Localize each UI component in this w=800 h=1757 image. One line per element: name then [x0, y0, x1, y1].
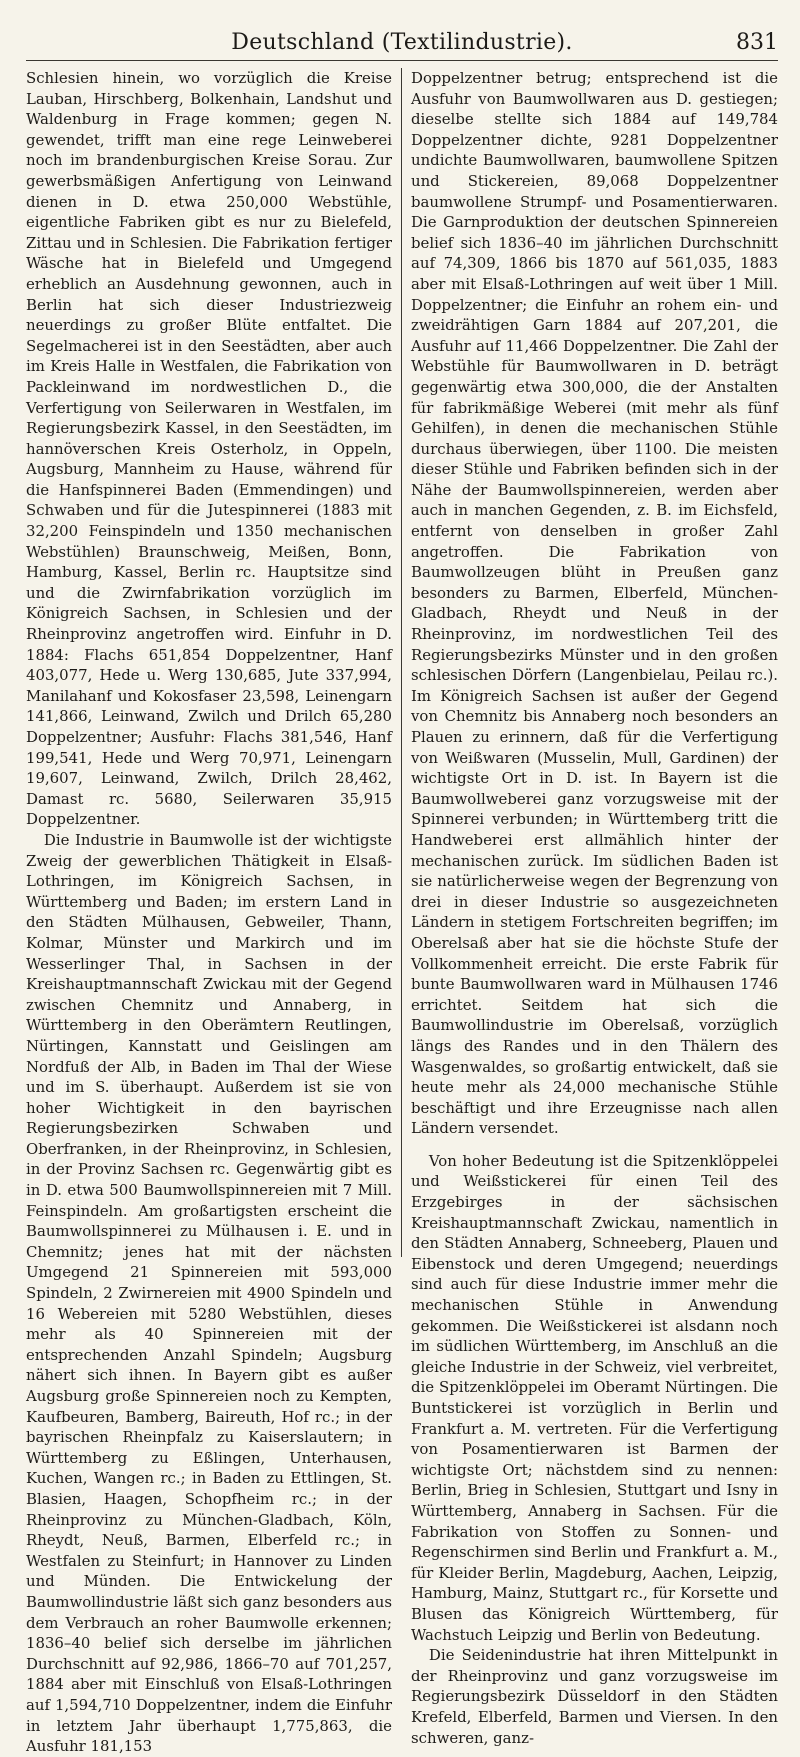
paragraph-linen-industry: Schlesien hinein, wo vorzüglich die Kreise Lauban, Hirschberg, Bolkenhain, Landshut und Waldenburg in Frage kommen; gegen N. gewendet, trifft man eine rege Leinweberei noch im brandenburgischen Kreise Sorau. Zur gewerbsmäßigen Anfertigung von Leinwand dienen in D. etwa 250,000 Webstühle, eigentliche Fabriken gibt es nur zu Bielefeld, Zittau und in Schlesien. Die Fabrikation fertiger Wäsche hat in Bielefeld und Umgegend erheblich an Ausdehnung gewonnen, auch in Berlin hat sich dieser Industriezweig neuerdings zu großer Blüte entfaltet. Die Segelmacherei ist in den Seestädten, aber auch im Kreis Halle in Westfalen, die Fabrikation von Packleinwand im nordwestlichen D., die Verfertigung von Seilerwaren in Westfalen, im Regierungsbezirk Kassel, in den Seestädten, im hannöverschen Kreis Osterholz, in Oppeln, Augsburg, Mannheim zu Hause, während für die Hanfspinnerei Baden (Emmendingen) und Schwaben und für die Jutespinnerei (1883 mit 32,200 Feinspindeln und 1350 mechanischen Webstühlen) Braunschweig, Meißen, Bonn, Hamburg, Kassel, Berlin rc. Hauptsitze sind und die Zwirnfabrikation vorzüglich im Königreich Sachsen, in Schlesien und der Rheinprovinz angetroffen wird. Einfuhr in D. 1884: Flachs 651,854 Doppelzentner, Hanf 403,077, Hede u. Werg 130,685, Jute 337,994, Manilahanf und Kokosfaser 23,598, Leinengarn 141,866, Leinwand, Zwilch und Drilch 65,280 Doppelzentner; Ausfuhr: Flachs 381,546, Hanf 199,541, Hede und Werg 70,971, Leinengarn 19,607, Leinwand, Zwilch, Drilch 28,462, Damast rc. 5680, Seilerwaren 35,915 Doppelzentner.	[26, 69, 392, 829]
text-columns	[26, 68, 778, 1756]
running-header	[26, 26, 778, 61]
running-title: Deutschland (Textilindustrie).	[231, 30, 573, 55]
paragraph-silk-industry: Die Seidenindustrie hat ihren Mittelpunkt in der Rheinprovinz und ganz vorzugsweise im Regierungsbezirk Düsseldorf in den Städten Krefeld, Elberfeld, Barmen und Viersen. In den schweren, ganz-	[411, 1646, 778, 1747]
right-column	[402, 68, 778, 1747]
left-column	[26, 68, 402, 1756]
paragraph-cotton-export: Doppelzentner betrug; entsprechend ist die Ausfuhr von Baumwollwaren aus D. gestiegen; dieselbe stellte sich 1884 auf 149,784 Doppelzentner dichte, 9281 Doppelzentner undichte Baumwollwaren, baumwollene Spitzen und Stickereien, 89,068 Doppelzentner baumwollene Strumpf- und Posamentierwaren. Die Garnproduktion der deutschen Spinnereien belief sich 1836–40 im jährlichen Durchschnitt auf 74,309, 1866 bis 1870 auf 561,035, 1883 aber mit Elsaß-Lothringen auf weit über 1 Mill. Doppelzentner; die Einfuhr an rohem ein- und zweidrähtigen Garn 1884 auf 207,201, die Ausfuhr auf 11,466 Doppelzentner. Die Zahl der Webstühle für Baumwollwaren in D. beträgt gegenwärtig etwa 300,000, die der Anstalten für fabrikmäßige Weberei (mit mehr als fünf Gehilfen), in denen die mechanischen Stühle durchaus überwiegen, über 1100. Die meisten dieser Stühle und Fabriken befinden sich in der Nähe der Baumwollspinnereien, werden aber auch in manchen Gegenden, z. B. im Eichsfeld, entfernt von denselben in großer Zahl angetroffen. Die Fabrikation von Baumwollzeugen blüht in Preußen ganz besonders zu Barmen, Elberfeld, München-Gladbach, Rheydt und Neuß in der Rheinprovinz, im nordwestlichen Teil des Regierungsbezirks Münster und in den großen schlesischen Dörfern (Langenbielau, Peilau rc.). Im Königreich Sachsen ist außer der Gegend von Chemnitz bis Annaberg noch besonders an Plauen zu erinnern, daß für die Verfertigung von Weißwaren (Musselin, Mull, Gardinen) der wichtigste Ort in D. ist. In Bayern ist die Baumwollweberei ganz vorzugsweise mit der Spinnerei verbunden; in Württemberg tritt die Handweberei erst allmählich hinter der mechanischen zurück. Im südlichen Baden ist sie natürlicherweise wegen der Begrenzung von drei in dieser Industrie so ausgezeichneten Ländern in stetigem Fortschreiten begriffen; im Oberelsaß aber hat sie die höchste Stufe der Vollkommenheit erreicht. Die erste Fabrik für bunte Baumwollwaren ward in Mülhausen 1746 errichtet. Seitdem hat sich die Baumwollindustrie im Oberelsaß, vorzüglich längs des Randes und in den Thälern des Wasgenwaldes, so großartig entwickelt, daß sie heute mehr als 24,000 mechanische Stühle beschäftigt und ihre Erzeugnisse nach allen Ländern versendet.	[411, 69, 778, 1138]
page-number: 831	[736, 30, 778, 55]
paragraph-lace-embroidery: Von hoher Bedeutung ist die Spitzenklöppelei und Weißstickerei für einen Teil des Erzgebirges in der sächsischen Kreishauptmannschaft Zwickau, namentlich in den Städten Annaberg, Schneeberg, Plauen und Eibenstock und deren Umgegend; neuerdings sind auch für diese Industrie immer mehr die mechanischen Stühle in Anwendung gekommen. Die Weißstickerei ist alsdann noch im südlichen Württemberg, im Anschluß an die gleiche Industrie in der Schweiz, viel verbreitet, die Spitzenklöppelei im Oberamt Nürtingen. Die Buntstickerei ist vorzüglich in Berlin und Frankfurt a. M. vertreten. Für die Verfertigung von Posamentierwaren ist Barmen der wichtigste Ort; nächstdem sind zu nennen: Berlin, Brieg in Schlesien, Stuttgart und Isny in Württemberg, Annaberg in Sachsen. Für die Fabrikation von Stoffen zu Sonnen- und Regenschirmen sind Berlin und Frankfurt a. M., für Kleider Berlin, Magdeburg, Aachen, Leipzig, Hamburg, Mainz, Stuttgart rc., für Korsette und Blusen das Königreich Württemberg, für Wachstuch Leipzig und Berlin von Bedeutung.	[411, 1151, 778, 1644]
paragraph-cotton-industry: Die Industrie in Baumwolle ist der wichtigste Zweig der gewerblichen Thätigkeit in Elsaß-Lothringen, im Königreich Sachsen, in Württemberg und Baden; im erstern Land in den Städten Mülhausen, Gebweiler, Thann, Kolmar, Münster und Markirch und im Wesserlinger Thal, in Sachsen in der Kreishauptmannschaft Zwickau mit der Gegend zwischen Chemnitz und Annaberg, in Württemberg in den Oberämtern Reutlingen, Nürtingen, Kannstatt und Geislingen am Nordfuß der Alb, in Baden im Thal der Wiese und im S. überhaupt. Außerdem ist sie von hoher Wichtigkeit in den bayrischen Regierungsbezirken Schwaben und Oberfranken, in der Rheinprovinz, in Schlesien, in der Provinz Sachsen rc. Gegenwärtig gibt es in D. etwa 500 Baumwollspinnereien mit 7 Mill. Feinspindeln. Am großartigsten erscheint die Baumwollspinnerei zu Mülhausen i. E. und in Chemnitz; jenes hat mit der nächsten Umgegend 21 Spinnereien mit 593,000 Spindeln, 2 Zwirnereien mit 4900 Spindeln und 16 Webereien mit 5280 Webstühlen, dieses mehr als 40 Spinnereien mit der entsprechenden Anzahl Spindeln; Augsburg nähert sich ihnen. In Bayern gibt es außer Augsburg große Spinnereien noch zu Kempten, Kaufbeuren, Bamberg, Baireuth, Hof rc.; in der bayrischen Rheinpfalz zu Kaiserslautern; in Württemberg zu Eßlingen, Unterhausen, Kuchen, Wangen rc.; in Baden zu Ettlingen, St. Blasien, Haagen, Schopfheim rc.; in der Rheinprovinz zu München-Gladbach, Köln, Rheydt, Neuß, Barmen, Elberfeld rc.; in Westfalen zu Steinfurt; in Hannover zu Linden und Münden. Die Entwickelung der Baumwollindustrie läßt sich ganz besonders aus dem Verbrauch an roher Baumwolle erkennen; 1836–40 belief sich derselbe im jährlichen Durchschnitt auf 92,986, 1866–70 auf 701,257, 1884 aber mit Einschluß von Elsaß-Lothringen auf 1,594,710 Doppelzentner, indem die Einfuhr in letztem Jahr überhaupt 1,775,863, die Ausfuhr 181,153	[26, 830, 392, 1756]
